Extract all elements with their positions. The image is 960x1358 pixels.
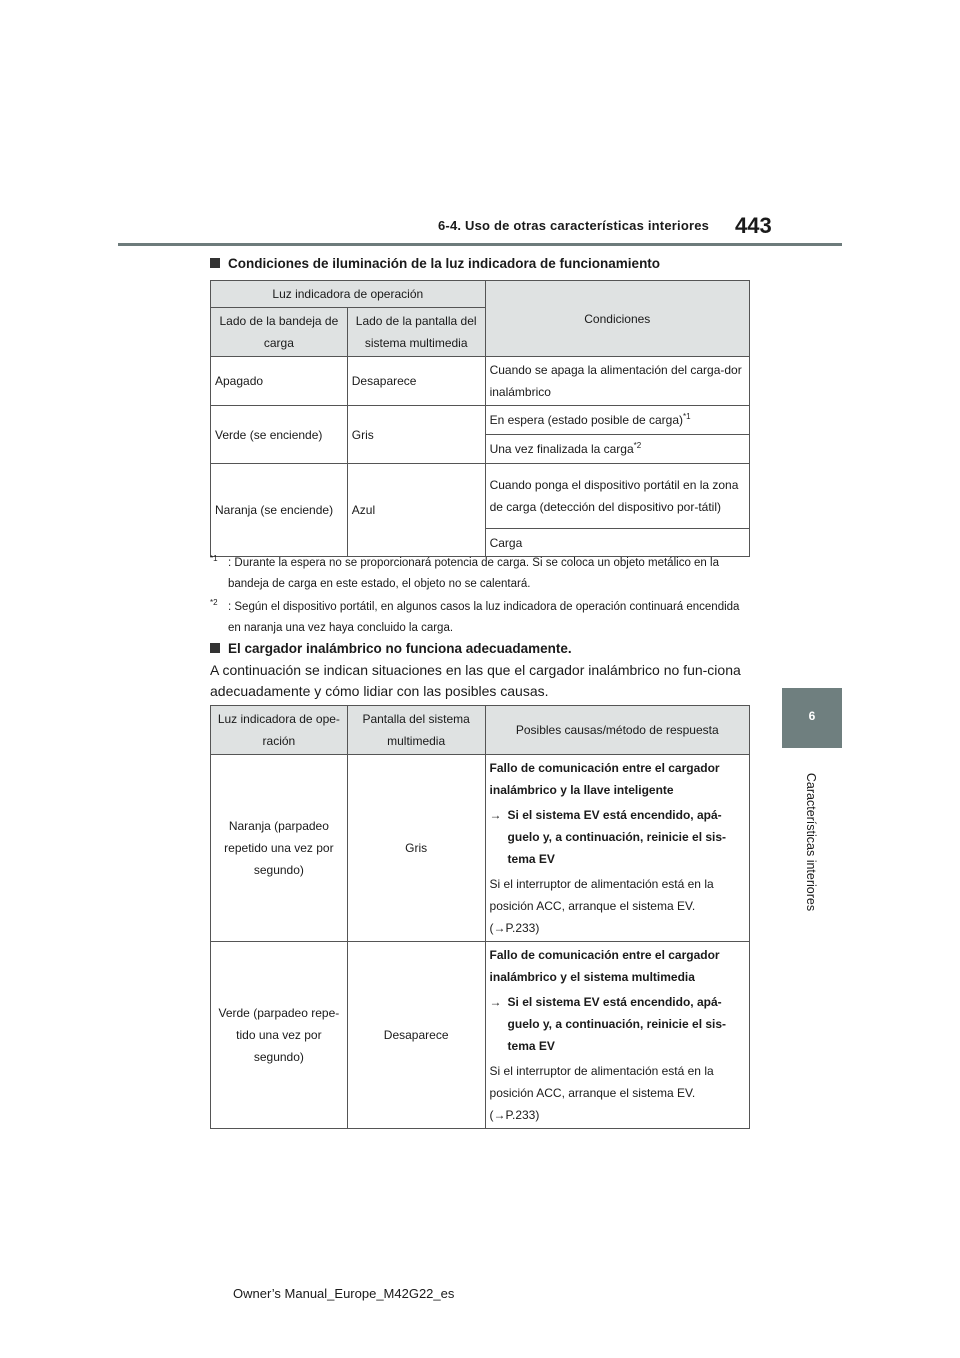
cell-display: Desaparece <box>347 357 485 406</box>
header-group: Luz indicadora de operación <box>211 281 486 308</box>
cell-light: Naranja (parpadeo repetido una vez por segundo) <box>211 755 348 942</box>
arrow-icon: → <box>489 808 502 822</box>
cell-condition: Carga <box>485 529 749 557</box>
table-row <box>211 755 750 942</box>
cause-title: Fallo de comunicación entre el cargador inalámbrico y la llave inteligente <box>489 761 720 797</box>
header-tray: Lado de la bandeja de carga <box>211 308 348 357</box>
indicator-conditions-table <box>210 280 750 557</box>
note-text: Si el interruptor de alimentación está en la posición ACC, arranque el sistema EV. <box>489 1064 714 1100</box>
action-item <box>490 804 745 870</box>
header-display: Pantalla del sistema multimedia <box>347 706 485 755</box>
section1-heading-text: Condiciones de iluminación de la luz indicadora de funcionamiento <box>228 256 661 271</box>
page-ref: (→P.233) <box>489 921 540 935</box>
troubleshooting-table <box>210 705 750 1129</box>
table-row <box>211 942 750 1129</box>
footnote-ref: *2 <box>633 441 642 450</box>
table-row <box>211 357 750 406</box>
footnote-text: : Según el dispositivo portátil, en algunos casos la luz indicadora de operación continuará encendida en naranja una vez haya concluido la carga. <box>228 601 740 634</box>
action-text: Si el sistema EV está encendido, apá-guelo y, a continuación, reinicie el sis-tema EV <box>507 808 727 866</box>
header-rule <box>118 243 842 246</box>
cell-display: Desaparece <box>347 942 485 1129</box>
footnote-1: *1 : Durante la espera no se proporcionará potencia de carga. Si se coloca un objeto metálico en la bandeja de carga en este estado, el objeto no se calentará. <box>210 553 750 595</box>
page-number: 443 <box>735 213 772 238</box>
square-bullet-icon <box>210 643 220 653</box>
condition-text: Una vez finalizada la carga <box>489 442 634 456</box>
footnote-ref: *1 <box>683 412 691 421</box>
section2-intro: A continuación se indican situaciones en las que el cargador inalámbrico no fun-ciona adecuadamente y cómo lidiar con las posibles causas. <box>210 662 741 699</box>
header-display: Lado de la pantalla del sistema multimedia <box>347 308 485 357</box>
arrow-icon: → <box>489 995 502 1009</box>
cause-title: Fallo de comunicación entre el cargador inalámbrico y el sistema multimedia <box>489 948 720 984</box>
action-item <box>490 991 745 1057</box>
footnote-text: : Durante la espera no se proporcionará potencia de carga. Si se coloca un objeto metálico en la bandeja de carga en este estado, el objeto no se calentará. <box>228 557 719 590</box>
header-light: Luz indicadora de ope-ración <box>211 706 348 755</box>
footnote-2: *2 : Según el dispositivo portátil, en algunos casos la luz indicadora de operación continuará encendida en naranja una vez haya concluido la carga. <box>210 597 750 639</box>
cell-condition: Cuando ponga el dispositivo portátil en la zona de carga (detección del dispositivo por-tátil) <box>485 464 749 529</box>
cell-condition <box>485 406 749 435</box>
page-ref: (→P.233) <box>489 1108 540 1122</box>
cell-light: Verde (parpadeo repe-tido una vez por segundo) <box>211 942 348 1129</box>
chapter-label: Características interiores <box>804 772 818 912</box>
section-title: 6-4. Uso de otras características interiores <box>438 218 710 233</box>
section2-heading <box>210 641 572 656</box>
cell-tray: Verde (se enciende) <box>211 406 348 464</box>
note-text: Si el interruptor de alimentación está en la posición ACC, arranque el sistema EV. <box>489 877 714 913</box>
cell-condition: Cuando se apaga la alimentación del carga-dor inalámbrico <box>485 357 749 406</box>
table-row <box>211 406 750 435</box>
header-causes: Posibles causas/método de respuesta <box>485 706 749 755</box>
cell-display: Gris <box>347 755 485 942</box>
cell-tray: Apagado <box>211 357 348 406</box>
cell-condition <box>485 435 749 464</box>
action-text: Si el sistema EV está encendido, apá-guelo y, a continuación, reinicie el sis-tema EV <box>507 995 727 1053</box>
chapter-tab: 6 <box>782 688 842 748</box>
cell-tray: Naranja (se enciende) <box>211 464 348 557</box>
cell-display: Gris <box>347 406 485 464</box>
square-bullet-icon <box>210 258 220 268</box>
header-conditions: Condiciones <box>485 281 749 357</box>
table-row <box>211 464 750 529</box>
section1-heading <box>210 256 660 271</box>
cell-causes <box>485 755 749 942</box>
condition-text: En espera (estado posible de carga) <box>489 413 684 427</box>
cell-display: Azul <box>347 464 485 557</box>
section2-heading-text: El cargador inalámbrico no funciona adecuadamente. <box>228 641 572 656</box>
cell-causes <box>485 942 749 1129</box>
footer-text: Owner’s Manual_Europe_M42G22_es <box>233 1286 455 1301</box>
